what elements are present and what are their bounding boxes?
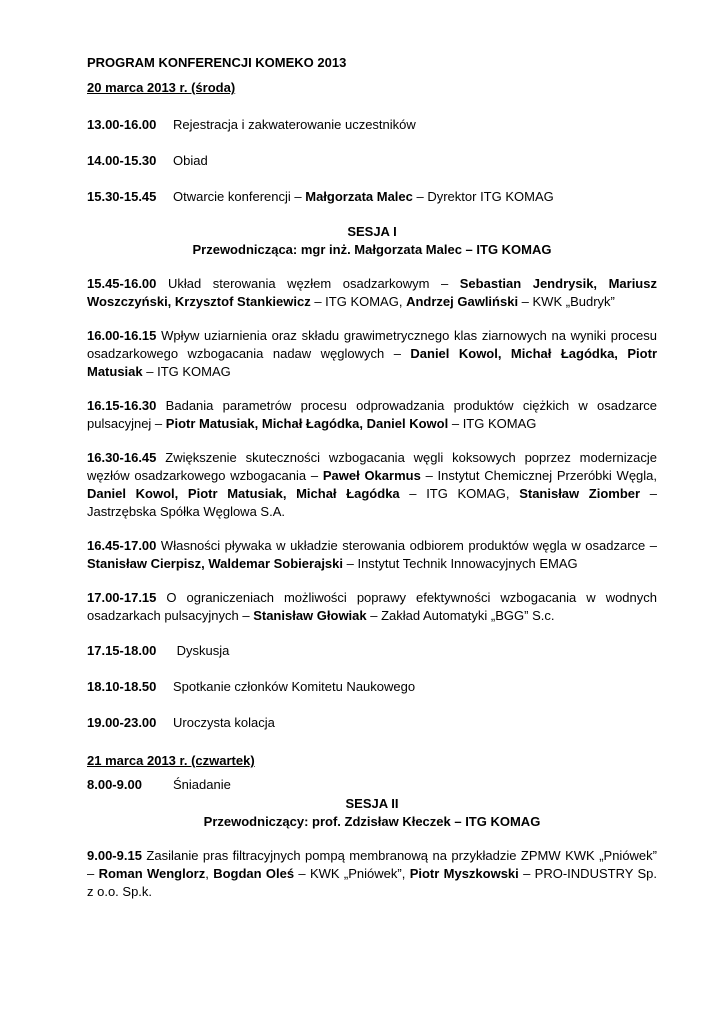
session1-chair: Przewodnicząca: mgr inż. Małgorzata Malec – ITG KOMAG xyxy=(192,242,552,257)
talk xyxy=(87,449,657,521)
time: 13.00-16.00 xyxy=(87,117,157,132)
activity: Uroczysta kolacja xyxy=(173,715,275,730)
talk xyxy=(87,589,657,625)
speaker: Małgorzata Malec xyxy=(305,189,413,204)
talk-title: Wpływ uziarnienia oraz składu grawimetrycznego klas ziarnowych na wyniki procesu osadzarkowego wzbogacania nadaw węglowych – xyxy=(87,328,657,361)
talk xyxy=(87,847,657,901)
speakers: Daniel Kowol, Michał Łagódka, Piotr Matusiak xyxy=(87,346,657,379)
affiliation: – KWK „Budryk” xyxy=(518,294,615,309)
session1-title: SESJA I xyxy=(347,224,397,239)
day1-heading: 20 marca 2013 r. (środa) xyxy=(87,80,236,95)
schedule-row xyxy=(87,713,657,733)
affiliation: – Jastrzębska Spółka Węglowa S.A. xyxy=(87,486,657,519)
session2-chair: Przewodniczący: prof. Zdzisław Kłeczek – ITG KOMAG xyxy=(203,814,541,829)
talk xyxy=(87,327,657,381)
talk-title: Własności pływaka w układzie sterowania odbiorem produktów węgla w osadzarce – xyxy=(156,538,657,553)
program-title: PROGRAM KONFERENCJI KOMEKO 2013 xyxy=(87,55,347,70)
speakers: Sebastian Jendrysik, Mariusz Woszczyński, Krzysztof Stankiewicz xyxy=(87,276,657,309)
affiliation: – Instytut Technik Innowacyjnych EMAG xyxy=(343,556,578,571)
separator: , xyxy=(205,866,214,881)
time: 17.15-18.00 xyxy=(87,643,157,658)
schedule-row xyxy=(87,187,657,207)
speakers: Stanisław Głowiak xyxy=(253,608,367,623)
affiliation: – Instytut Chemicznej Przeróbki Węgla, xyxy=(420,468,658,483)
affiliation: – ITG KOMAG, xyxy=(399,486,520,501)
affiliation: – ITG KOMAG xyxy=(142,364,231,379)
time: 18.10-18.50 xyxy=(87,679,157,694)
time: 16.45-17.00 xyxy=(87,538,157,553)
affiliation: – ITG KOMAG, xyxy=(310,294,407,309)
affiliation: – PRO-INDUSTRY Sp. z o.o. Sp.k. xyxy=(87,866,658,899)
talk xyxy=(87,397,657,433)
affiliation: – KWK „Pniówek”, xyxy=(294,866,410,881)
activity: Otwarcie konferencji – xyxy=(173,189,306,204)
day2-heading: 21 marca 2013 r. (czwartek) xyxy=(87,753,255,768)
time: 14.00-15.30 xyxy=(87,153,157,168)
time: 8.00-9.00 xyxy=(87,777,142,792)
speakers: Piotr Matusiak, Michał Łagódka, Daniel Kowol xyxy=(165,416,449,431)
talk xyxy=(87,537,657,573)
talk-title: Badania parametrów procesu odprowadzania produktów ciężkich w osadzarce pulsacyjnej – xyxy=(87,398,657,431)
affiliation: – ITG KOMAG xyxy=(448,416,537,431)
activity: Dyskusja xyxy=(173,643,230,658)
time: 16.15-16.30 xyxy=(87,398,157,413)
speakers: Stanisław Cierpisz, Waldemar Sobierajski xyxy=(87,556,344,571)
activity: Spotkanie członków Komitetu Naukowego xyxy=(173,679,416,694)
talk-title: Układ sterowania węzłem osadzarkowym – xyxy=(156,276,460,291)
time: 17.00-17.15 xyxy=(87,590,157,605)
speakers: Paweł Okarmus xyxy=(322,468,421,483)
time: 19.00-23.00 xyxy=(87,715,157,730)
schedule-row xyxy=(87,775,657,795)
session2-title: SESJA II xyxy=(345,796,399,811)
program-content xyxy=(87,48,657,901)
activity: Obiad xyxy=(173,153,208,168)
time: 16.00-16.15 xyxy=(87,328,157,343)
talk-title: Zwiększenie skuteczności wzbogacania węgli koksowych poprzez modernizacje węzłów osadzarkowego wzbogacania – xyxy=(87,450,657,483)
time: 15.45-16.00 xyxy=(87,276,157,291)
talk-title: O ograniczeniach możliwości poprawy efektywności wzbogacania w wodnych osadzarkach pulsacyjnych – xyxy=(87,590,657,623)
talk-title: Zasilanie pras filtracyjnych pompą membranową na przykładzie ZPMW KWK „Pniówek” – xyxy=(87,848,657,881)
schedule-row xyxy=(87,115,657,135)
time: 9.00-9.15 xyxy=(87,848,142,863)
speakers: Roman Wenglorz xyxy=(98,866,206,881)
speakers: Bogdan Oleś xyxy=(213,866,295,881)
speakers: Andrzej Gawliński xyxy=(406,294,519,309)
affiliation: – Zakład Automatyki „BGG” S.c. xyxy=(366,608,555,623)
talk xyxy=(87,275,657,311)
schedule-row xyxy=(87,641,657,661)
schedule-row xyxy=(87,677,657,697)
activity: Śniadanie xyxy=(173,777,231,792)
time: 16.30-16.45 xyxy=(87,450,157,465)
speakers: Stanisław Ziomber xyxy=(519,486,641,501)
activity: Rejestracja i zakwaterowanie uczestników xyxy=(173,117,416,132)
time: 15.30-15.45 xyxy=(87,189,157,204)
activity: – Dyrektor ITG KOMAG xyxy=(412,189,554,204)
schedule-row xyxy=(87,151,657,171)
speakers: Piotr Myszkowski xyxy=(409,866,519,881)
speakers: Daniel Kowol, Piotr Matusiak, Michał Łagódka xyxy=(87,486,400,501)
